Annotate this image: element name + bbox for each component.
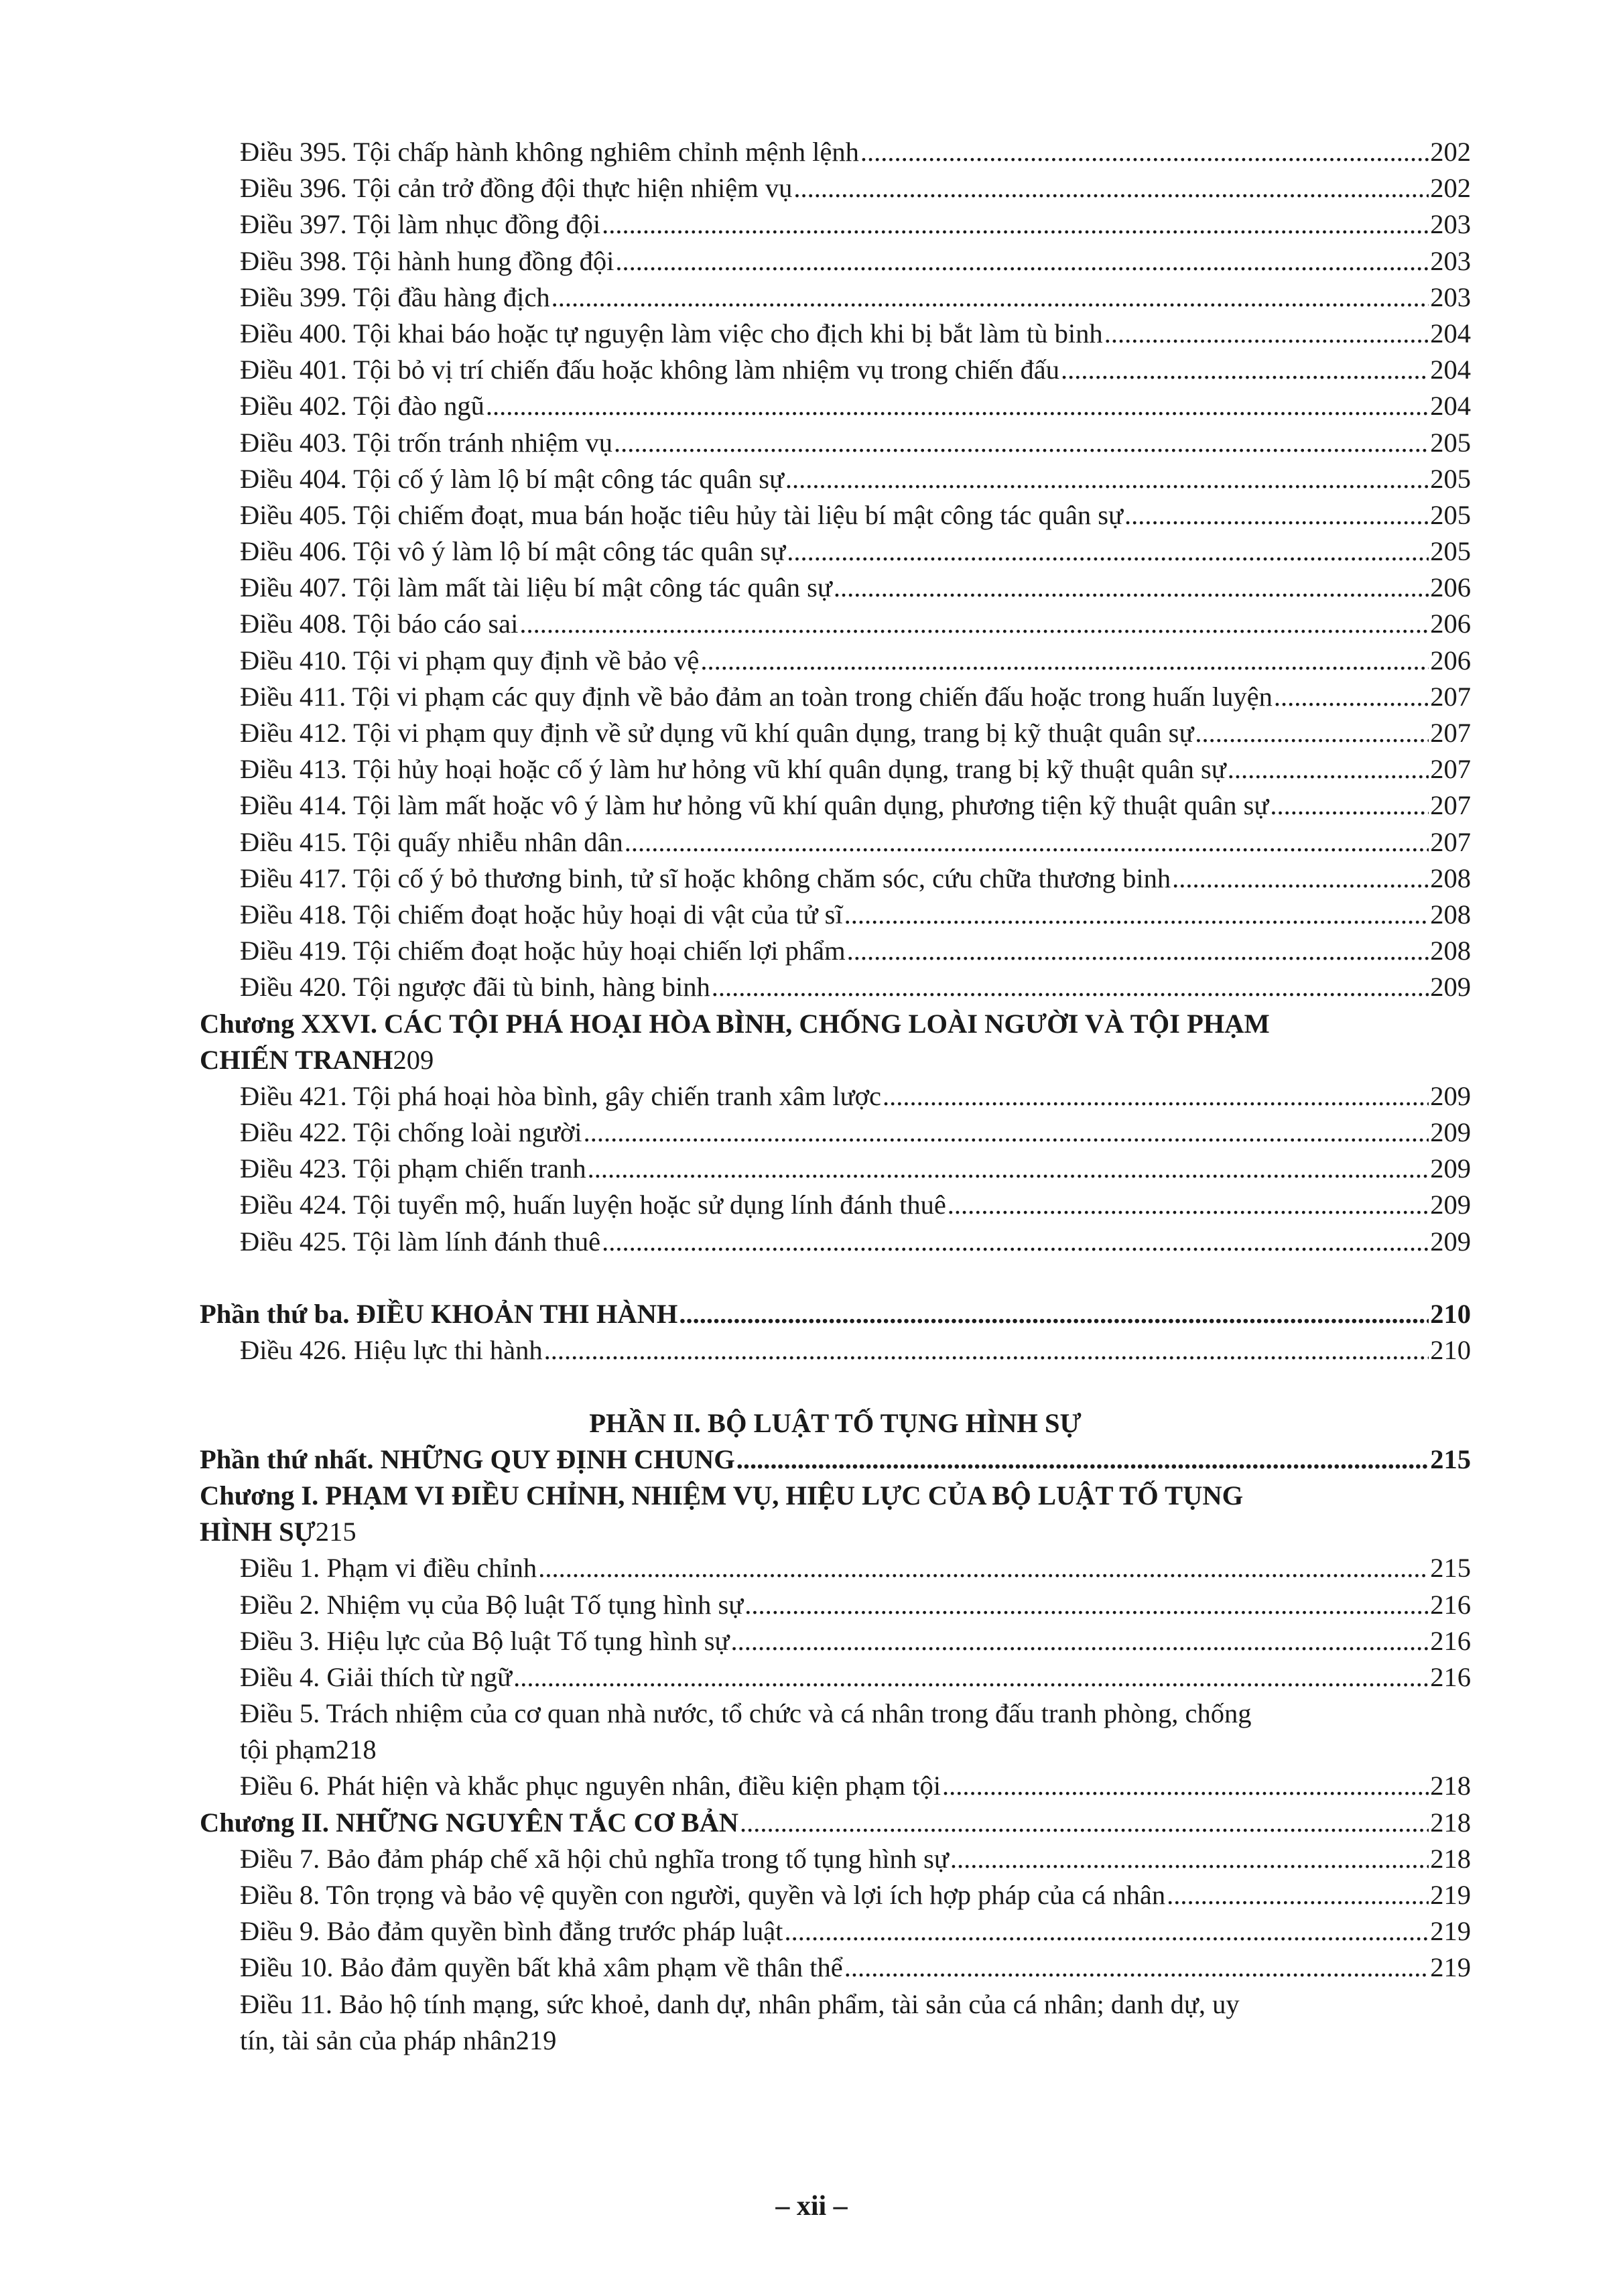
entry-title: Điều 2. Nhiệm vụ của Bộ luật Tố tụng hình sự (240, 1589, 744, 1620)
entry-title: Điều 404. Tội cố ý làm lộ bí mật công tác quân sự (240, 463, 784, 494)
toc-entry[interactable] (200, 461, 1471, 497)
leader-dots (513, 1659, 1429, 1696)
toc-entry[interactable] (200, 134, 1471, 170)
page-ref: 209 (1430, 1153, 1471, 1184)
toc-entry-article-5[interactable] (200, 1696, 1471, 1768)
toc-entry[interactable] (200, 860, 1471, 897)
chapter-title-line1: Chương I. PHẠM VI ĐIỀU CHỈNH, NHIỆM VỤ, HIỆU LỰC CỦA BỘ LUẬT TỐ TỤNG (200, 1480, 1244, 1511)
chapter-title-line2: CHIẾN TRANH (200, 1044, 393, 1075)
page-ref: 219 (1430, 1952, 1471, 1983)
entry-title: Điều 422. Tội chống loài người (240, 1117, 582, 1148)
leader-dots (834, 570, 1429, 606)
entry-title: Điều 408. Tội báo cáo sai (240, 609, 519, 639)
entry-title: Điều 423. Tội phạm chiến tranh (240, 1153, 586, 1184)
spacer (200, 1260, 1471, 1296)
toc-entry[interactable] (200, 1224, 1471, 1260)
page-ref: 204 (1430, 391, 1471, 422)
toc-chapter-xxvi[interactable] (200, 1006, 1471, 1078)
entry-title-line1: Điều 5. Trách nhiệm của cơ quan nhà nước, tổ chức và cá nhân trong đấu tranh phòng, chống (240, 1698, 1252, 1729)
entry-title: Điều 399. Tội đầu hàng địch (240, 281, 550, 312)
toc-entry[interactable] (200, 1114, 1471, 1151)
toc-chapter-i[interactable] (200, 1478, 1471, 1550)
page-ref: 203 (1430, 245, 1471, 276)
toc-part-three[interactable] (200, 1296, 1471, 1332)
toc-entry[interactable] (200, 1659, 1471, 1696)
entry-title: Điều 396. Tội cản trở đồng đội thực hiện nhiệm vụ (240, 173, 793, 204)
entry-title: Điều 418. Tội chiếm đoạt hoặc hủy hoại di vật của tử sĩ (240, 899, 843, 930)
page-ref: 209 (1430, 1190, 1471, 1220)
page-ref: 208 (1430, 936, 1471, 966)
toc-entry[interactable] (200, 715, 1471, 751)
leader-dots (736, 1442, 1429, 1478)
page-ref: 215 (315, 1517, 356, 1547)
page-ref: 205 (1430, 427, 1471, 458)
leader-dots (844, 1950, 1429, 1986)
leader-dots (584, 1114, 1429, 1151)
page-ref: 202 (1430, 173, 1471, 204)
page-ref: 219 (1430, 1880, 1471, 1910)
page-ref: 210 (1430, 1335, 1471, 1366)
toc-entry[interactable] (200, 1877, 1471, 1913)
toc-entry[interactable] (200, 1151, 1471, 1187)
entry-title: Điều 425. Tội làm lính đánh thuê (240, 1226, 601, 1257)
page-ref: 208 (1430, 863, 1471, 893)
toc-entry[interactable] (200, 1078, 1471, 1114)
leader-dots (744, 1587, 1429, 1623)
leader-dots (519, 606, 1429, 642)
toc-entry[interactable] (200, 824, 1471, 860)
page-ref: 205 (1430, 536, 1471, 567)
entry-title: Điều 412. Tội vi phạm quy định về sử dụng vũ khí quân dụng, trang bị kỹ thuật quân sự (240, 718, 1194, 748)
entry-title: Điều 405. Tội chiếm đoạt, mua bán hoặc tiêu hủy tài liệu bí mật công tác quân sự (240, 499, 1123, 530)
page-ref: 208 (1430, 899, 1471, 930)
leader-dots (1228, 751, 1429, 787)
page-ref: 210 (1430, 1299, 1471, 1329)
page-ref: 215 (1430, 1553, 1471, 1584)
page-ref: 206 (1430, 609, 1471, 639)
page-number: – xii – (775, 2191, 848, 2222)
page-ref: 205 (1430, 499, 1471, 530)
leader-dots (1274, 679, 1429, 715)
toc-entry[interactable] (200, 206, 1471, 243)
entry-title: Điều 413. Tội hủy hoại hoặc cố ý làm hư hỏng vũ khí quân dụng, trang bị kỹ thuật quân sự (240, 754, 1226, 785)
entry-title: Điều 419. Tội chiếm đoạt hoặc hủy hoại chiến lợi phẩm (240, 936, 846, 966)
table-of-contents (200, 134, 1471, 2059)
entry-title: Điều 410. Tội vi phạm quy định về bảo vệ (240, 645, 700, 676)
page-ref: 205 (1430, 463, 1471, 494)
leader-dots (588, 1151, 1429, 1187)
leader-dots (847, 933, 1429, 969)
toc-entry[interactable] (200, 1913, 1471, 1950)
entry-title: Điều 398. Tội hành hung đồng đội (240, 245, 614, 276)
leader-dots (625, 824, 1429, 860)
page-ref: 216 (1430, 1625, 1471, 1656)
entry-title: Phần thứ ba. ĐIỀU KHOẢN THI HÀNH (200, 1299, 678, 1329)
chapter-title-line2: HÌNH SỰ (200, 1517, 316, 1547)
entry-title: Điều 397. Tội làm nhục đồng đội (240, 209, 601, 240)
toc-entry[interactable] (200, 1187, 1471, 1223)
page-ref: 218 (1430, 1807, 1471, 1838)
leader-dots (950, 1841, 1429, 1877)
leader-dots (1061, 352, 1429, 388)
spacer (200, 1368, 1471, 1405)
toc-entry[interactable] (200, 1768, 1471, 1804)
page-ref: 206 (1430, 572, 1471, 603)
page-ref: 218 (335, 1734, 377, 1765)
page-ref: 218 (1430, 1843, 1471, 1874)
leader-dots (883, 1078, 1429, 1114)
entry-title: Điều 3. Hiệu lực của Bộ luật Tố tụng hình sự (240, 1625, 730, 1656)
toc-part-one[interactable] (200, 1442, 1471, 1478)
entry-title: Điều 417. Tội cố ý bỏ thương binh, tử sĩ hoặc không chăm sóc, cứu chữa thương binh (240, 863, 1171, 893)
page-ref: 204 (1430, 318, 1471, 348)
article-list-395-420 (200, 134, 1471, 1006)
leader-dots (1195, 715, 1429, 751)
page-ref: 215 (1430, 1444, 1471, 1474)
leader-dots (1124, 497, 1429, 533)
page-ref: 203 (1430, 209, 1471, 240)
leader-dots (740, 1805, 1429, 1841)
leader-dots (787, 533, 1429, 570)
toc-entry[interactable] (200, 279, 1471, 316)
page-ref: 209 (1430, 972, 1471, 1003)
page-ref: 209 (1430, 1117, 1471, 1148)
entry-title-line1: Điều 11. Bảo hộ tính mạng, sức khoẻ, danh dự, nhân phẩm, tài sản của cá nhân; danh dự, uy (240, 1988, 1240, 2019)
entry-title: Điều 7. Bảo đảm pháp chế xã hội chủ nghĩa trong tố tụng hình sự (240, 1843, 949, 1874)
page-ref: 216 (1430, 1661, 1471, 1692)
leader-dots (1172, 860, 1429, 897)
toc-entry[interactable] (200, 1550, 1471, 1586)
leader-dots (614, 425, 1429, 461)
page-ref: 202 (1430, 137, 1471, 167)
toc-entry[interactable] (200, 897, 1471, 933)
entry-title: Điều 6. Phát hiện và khắc phục nguyên nhân, điều kiện phạm tội (240, 1771, 941, 1801)
entry-title: Điều 9. Bảo đảm quyền bình đẳng trước pháp luật (240, 1916, 783, 1947)
leader-dots (942, 1768, 1429, 1804)
entry-title: Điều 395. Tội chấp hành không nghiêm chỉnh mệnh lệnh (240, 137, 859, 167)
page-ref: 209 (393, 1044, 434, 1075)
entry-title: Phần thứ nhất. NHỮNG QUY ĐỊNH CHUNG (200, 1444, 735, 1474)
leader-dots (544, 1332, 1429, 1368)
toc-entry[interactable] (200, 969, 1471, 1005)
toc-entry[interactable] (200, 1623, 1471, 1659)
toc-entry[interactable] (200, 1587, 1471, 1623)
toc-entry[interactable] (200, 352, 1471, 388)
toc-entry[interactable] (200, 533, 1471, 570)
entry-title-line2: tín, tài sản của pháp nhân (240, 2025, 516, 2055)
toc-entry[interactable] (200, 170, 1471, 206)
leader-dots (1270, 787, 1429, 824)
entry-title: Điều 8. Tôn trọng và bảo vệ quyền con người, quyền và lợi ích hợp pháp của cá nhân (240, 1880, 1166, 1910)
leader-dots (551, 279, 1429, 316)
entry-title: Điều 411. Tội vi phạm các quy định về bảo đảm an toàn trong chiến đấu hoặc trong huấn luyện (240, 681, 1273, 712)
toc-entry[interactable] (200, 751, 1471, 787)
entry-title: Điều 415. Tội quấy nhiễu nhân dân (240, 826, 623, 857)
entry-title: Điều 400. Tội khai báo hoặc tự nguyện làm việc cho địch khi bị bắt làm tù binh (240, 318, 1103, 348)
article-list-7-10 (200, 1841, 1471, 1986)
toc-entry[interactable] (200, 787, 1471, 824)
toc-entry[interactable] (200, 933, 1471, 969)
page-ref: 209 (1430, 1080, 1471, 1111)
leader-dots (793, 170, 1429, 206)
page-ref: 216 (1430, 1589, 1471, 1620)
entry-title-line2: tội phạm (240, 1734, 336, 1765)
entry-title: Điều 421. Tội phá hoại hòa bình, gây chiến tranh xâm lược (240, 1080, 882, 1111)
article-list-1-4 (200, 1550, 1471, 1696)
page-ref: 203 (1430, 281, 1471, 312)
toc-chapter-ii[interactable] (200, 1805, 1471, 1841)
toc-entry[interactable] (200, 243, 1471, 279)
toc-entry[interactable] (200, 679, 1471, 715)
toc-entry[interactable] (200, 643, 1471, 679)
leader-dots (730, 1623, 1429, 1659)
leader-dots (860, 134, 1429, 170)
toc-entry[interactable] (200, 570, 1471, 606)
toc-entry[interactable] (200, 425, 1471, 461)
toc-entry[interactable] (200, 606, 1471, 642)
entry-title: Điều 403. Tội trốn tránh nhiệm vụ (240, 427, 613, 458)
page-ref: 206 (1430, 645, 1471, 676)
page-ref: 219 (1430, 1916, 1471, 1947)
toc-entry[interactable] (200, 388, 1471, 424)
leader-dots (602, 1224, 1429, 1260)
page-ref: 207 (1430, 790, 1471, 821)
leader-dots (602, 206, 1429, 243)
entry-title: Điều 4. Giải thích từ ngữ (240, 1661, 513, 1692)
toc-entry-article-11[interactable] (200, 1986, 1471, 2059)
leader-dots (1104, 316, 1429, 352)
entry-title: Điều 420. Tội ngược đãi tù binh, hàng binh (240, 972, 710, 1003)
leader-dots (679, 1296, 1429, 1332)
page-ref: 218 (1430, 1771, 1471, 1801)
entry-title: Điều 402. Tội đào ngũ (240, 391, 484, 422)
page-ref: 207 (1430, 681, 1471, 712)
leader-dots (784, 1913, 1429, 1950)
entry-title: Điều 10. Bảo đảm quyền bất khả xâm phạm về thân thể (240, 1952, 843, 1983)
entry-title: Chương II. NHỮNG NGUYÊN TẮC CƠ BẢN (200, 1807, 738, 1838)
page-ref: 204 (1430, 355, 1471, 385)
leader-dots (538, 1550, 1429, 1586)
entry-title: Điều 414. Tội làm mất hoặc vô ý làm hư hỏng vũ khí quân dụng, phương tiện kỹ thuật quân sự (240, 790, 1269, 821)
leader-dots (700, 643, 1429, 679)
entry-title: Điều 1. Phạm vi điều chỉnh (240, 1553, 537, 1584)
leader-dots (486, 388, 1429, 424)
entry-title: Điều 406. Tội vô ý làm lộ bí mật công tác quân sự (240, 536, 786, 567)
page-ref: 207 (1430, 826, 1471, 857)
section-heading: PHẦN II. BỘ LUẬT TỐ TỤNG HÌNH SỰ (589, 1407, 1082, 1438)
entry-title: Điều 426. Hiệu lực thi hành (240, 1335, 543, 1366)
entry-title: Điều 407. Tội làm mất tài liệu bí mật công tác quân sự (240, 572, 832, 603)
toc-entry[interactable] (200, 497, 1471, 533)
toc-entry[interactable] (200, 1950, 1471, 1986)
leader-dots (948, 1187, 1429, 1223)
page-ref: 219 (515, 2025, 557, 2055)
page-ref: 207 (1430, 718, 1471, 748)
article-list-421-425 (200, 1078, 1471, 1260)
entry-title: Điều 424. Tội tuyển mộ, huấn luyện hoặc sử dụng lính đánh thuê (240, 1190, 946, 1220)
toc-entry[interactable] (200, 1841, 1471, 1877)
entry-title: Điều 401. Tội bỏ vị trí chiến đấu hoặc không làm nhiệm vụ trong chiến đấu (240, 355, 1059, 385)
leader-dots (615, 243, 1429, 279)
chapter-title-line1: Chương XXVI. CÁC TỘI PHÁ HOẠI HÒA BÌNH, CHỐNG LOÀI NGƯỜI VÀ TỘI PHẠM (200, 1008, 1270, 1039)
leader-dots (712, 969, 1429, 1005)
leader-dots (785, 461, 1429, 497)
page-ref: 209 (1430, 1226, 1471, 1257)
toc-entry[interactable] (200, 1332, 1471, 1368)
leader-dots (844, 897, 1429, 933)
leader-dots (1167, 1877, 1429, 1913)
toc-entry[interactable] (200, 316, 1471, 352)
page-ref: 207 (1430, 754, 1471, 785)
